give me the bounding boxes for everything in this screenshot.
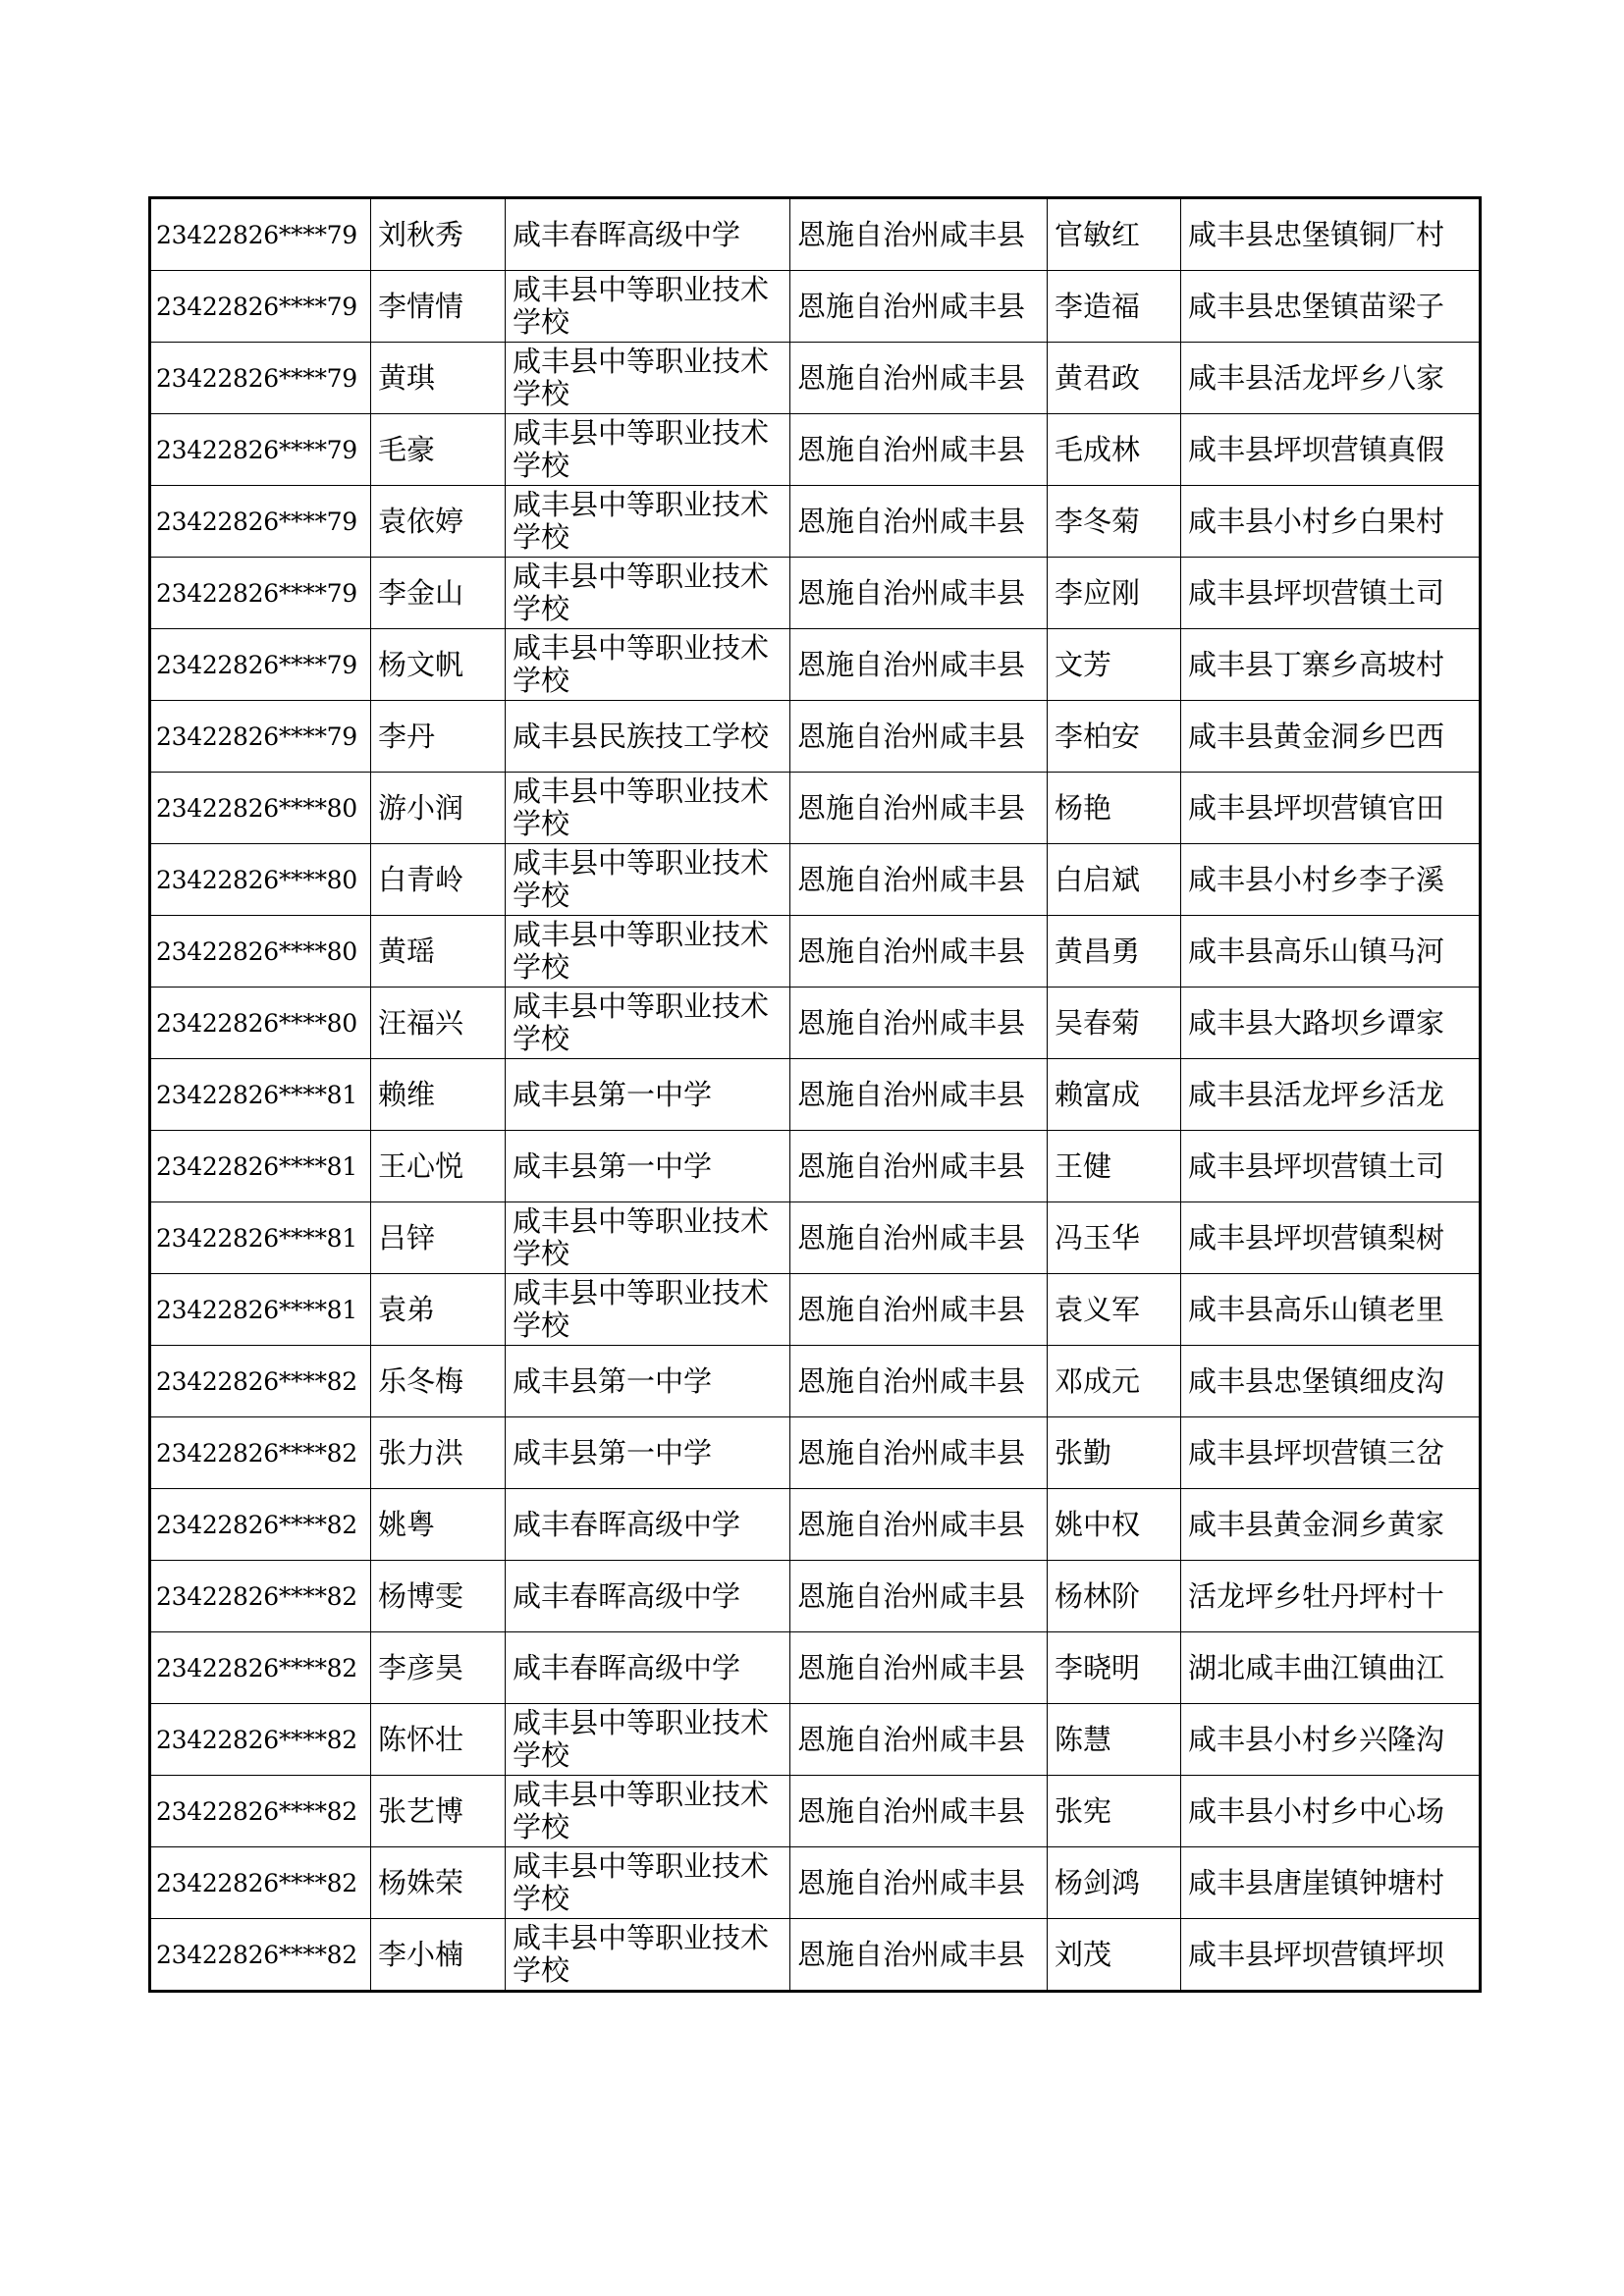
id-cell: 23422826****82 (150, 1632, 371, 1704)
table-row (150, 988, 1481, 1059)
school-cell: 咸丰县中等职业技术学校 (506, 1202, 790, 1274)
address-cell: 咸丰县高乐山镇老里 (1181, 1274, 1481, 1346)
school-cell: 咸丰县中等职业技术学校 (506, 486, 790, 558)
school-cell: 咸丰县中等职业技术学校 (506, 1274, 790, 1346)
id-cell: 23422826****79 (150, 343, 371, 414)
id-cell: 23422826****80 (150, 773, 371, 844)
guardian-name-cell: 李柏安 (1048, 701, 1181, 773)
id-cell: 23422826****80 (150, 916, 371, 988)
student-name-cell: 杨文帆 (371, 629, 506, 701)
school-cell: 咸丰县中等职业技术学校 (506, 773, 790, 844)
school-cell: 咸丰县中等职业技术学校 (506, 414, 790, 486)
address-cell: 活龙坪乡牡丹坪村十 (1181, 1561, 1481, 1632)
region-cell: 恩施自治州咸丰县 (790, 916, 1048, 988)
student-name-cell: 袁依婷 (371, 486, 506, 558)
student-name-cell: 汪福兴 (371, 988, 506, 1059)
student-name-cell: 王心悦 (371, 1131, 506, 1202)
guardian-name-cell: 袁义军 (1048, 1274, 1181, 1346)
id-cell: 23422826****80 (150, 988, 371, 1059)
guardian-name-cell: 邓成元 (1048, 1346, 1181, 1417)
student-aid-table (148, 196, 1482, 1993)
table-row (150, 701, 1481, 773)
student-name-cell: 刘秋秀 (371, 198, 506, 271)
school-cell: 咸丰县中等职业技术学校 (506, 343, 790, 414)
guardian-name-cell: 杨林阶 (1048, 1561, 1181, 1632)
school-cell: 咸丰县第一中学 (506, 1417, 790, 1489)
table-row (150, 1131, 1481, 1202)
region-cell: 恩施自治州咸丰县 (790, 629, 1048, 701)
address-cell: 湖北咸丰曲江镇曲江 (1181, 1632, 1481, 1704)
region-cell: 恩施自治州咸丰县 (790, 988, 1048, 1059)
table-row (150, 1776, 1481, 1847)
id-cell: 23422826****81 (150, 1131, 371, 1202)
id-cell: 23422826****82 (150, 1847, 371, 1919)
region-cell: 恩施自治州咸丰县 (790, 414, 1048, 486)
school-cell: 咸丰县中等职业技术学校 (506, 844, 790, 916)
region-cell: 恩施自治州咸丰县 (790, 1919, 1048, 1992)
address-cell: 咸丰县坪坝营镇梨树 (1181, 1202, 1481, 1274)
student-name-cell: 白青岭 (371, 844, 506, 916)
address-cell: 咸丰县坪坝营镇官田 (1181, 773, 1481, 844)
table-row (150, 916, 1481, 988)
table-row (150, 1847, 1481, 1919)
address-cell: 咸丰县忠堡镇细皮沟 (1181, 1346, 1481, 1417)
student-name-cell: 李金山 (371, 558, 506, 629)
student-name-cell: 赖维 (371, 1059, 506, 1131)
id-cell: 23422826****82 (150, 1919, 371, 1992)
region-cell: 恩施自治州咸丰县 (790, 1632, 1048, 1704)
table-row (150, 1919, 1481, 1992)
guardian-name-cell: 白启斌 (1048, 844, 1181, 916)
table-row (150, 844, 1481, 916)
school-cell: 咸丰春晖高级中学 (506, 1632, 790, 1704)
id-cell: 23422826****82 (150, 1776, 371, 1847)
guardian-name-cell: 李晓明 (1048, 1632, 1181, 1704)
guardian-name-cell: 杨艳 (1048, 773, 1181, 844)
id-cell: 23422826****82 (150, 1417, 371, 1489)
address-cell: 咸丰县活龙坪乡活龙 (1181, 1059, 1481, 1131)
guardian-name-cell: 刘茂 (1048, 1919, 1181, 1992)
student-name-cell: 乐冬梅 (371, 1346, 506, 1417)
student-name-cell: 袁弟 (371, 1274, 506, 1346)
table-row (150, 486, 1481, 558)
school-cell: 咸丰春晖高级中学 (506, 198, 790, 271)
address-cell: 咸丰县小村乡中心场 (1181, 1776, 1481, 1847)
table-row (150, 1346, 1481, 1417)
table-row (150, 198, 1481, 271)
guardian-name-cell: 黄昌勇 (1048, 916, 1181, 988)
id-cell: 23422826****80 (150, 844, 371, 916)
region-cell: 恩施自治州咸丰县 (790, 844, 1048, 916)
table-row (150, 271, 1481, 343)
guardian-name-cell: 王健 (1048, 1131, 1181, 1202)
student-name-cell: 杨博雯 (371, 1561, 506, 1632)
address-cell: 咸丰县坪坝营镇土司 (1181, 558, 1481, 629)
id-cell: 23422826****79 (150, 558, 371, 629)
guardian-name-cell: 张勤 (1048, 1417, 1181, 1489)
id-cell: 23422826****79 (150, 629, 371, 701)
guardian-name-cell: 李造福 (1048, 271, 1181, 343)
id-cell: 23422826****82 (150, 1346, 371, 1417)
table-row (150, 1632, 1481, 1704)
student-name-cell: 李丹 (371, 701, 506, 773)
guardian-name-cell: 冯玉华 (1048, 1202, 1181, 1274)
region-cell: 恩施自治州咸丰县 (790, 1561, 1048, 1632)
guardian-name-cell: 文芳 (1048, 629, 1181, 701)
school-cell: 咸丰县中等职业技术学校 (506, 558, 790, 629)
id-cell: 23422826****82 (150, 1704, 371, 1776)
guardian-name-cell: 毛成林 (1048, 414, 1181, 486)
student-name-cell: 吕锌 (371, 1202, 506, 1274)
guardian-name-cell: 张宪 (1048, 1776, 1181, 1847)
guardian-name-cell: 杨剑鸿 (1048, 1847, 1181, 1919)
school-cell: 咸丰县民族技工学校 (506, 701, 790, 773)
region-cell: 恩施自治州咸丰县 (790, 1274, 1048, 1346)
region-cell: 恩施自治州咸丰县 (790, 1131, 1048, 1202)
region-cell: 恩施自治州咸丰县 (790, 343, 1048, 414)
table-row (150, 1274, 1481, 1346)
address-cell: 咸丰县高乐山镇马河 (1181, 916, 1481, 988)
guardian-name-cell: 黄君政 (1048, 343, 1181, 414)
address-cell: 咸丰县小村乡李子溪 (1181, 844, 1481, 916)
id-cell: 23422826****82 (150, 1561, 371, 1632)
table-row (150, 1489, 1481, 1561)
region-cell: 恩施自治州咸丰县 (790, 773, 1048, 844)
table-body (150, 198, 1481, 1992)
region-cell: 恩施自治州咸丰县 (790, 1202, 1048, 1274)
table-row (150, 1561, 1481, 1632)
address-cell: 咸丰县小村乡兴隆沟 (1181, 1704, 1481, 1776)
id-cell: 23422826****79 (150, 198, 371, 271)
region-cell: 恩施自治州咸丰县 (790, 1346, 1048, 1417)
table-row (150, 1704, 1481, 1776)
table-row (150, 1059, 1481, 1131)
table-row (150, 558, 1481, 629)
region-cell: 恩施自治州咸丰县 (790, 1489, 1048, 1561)
region-cell: 恩施自治州咸丰县 (790, 1059, 1048, 1131)
school-cell: 咸丰县第一中学 (506, 1131, 790, 1202)
school-cell: 咸丰春晖高级中学 (506, 1489, 790, 1561)
school-cell: 咸丰县中等职业技术学校 (506, 271, 790, 343)
guardian-name-cell: 姚中权 (1048, 1489, 1181, 1561)
table-row (150, 414, 1481, 486)
address-cell: 咸丰县坪坝营镇土司 (1181, 1131, 1481, 1202)
table-row (150, 1417, 1481, 1489)
region-cell: 恩施自治州咸丰县 (790, 1417, 1048, 1489)
guardian-name-cell: 李冬菊 (1048, 486, 1181, 558)
guardian-name-cell: 赖富成 (1048, 1059, 1181, 1131)
school-cell: 咸丰县中等职业技术学校 (506, 1847, 790, 1919)
student-name-cell: 张艺博 (371, 1776, 506, 1847)
table-row (150, 1202, 1481, 1274)
student-name-cell: 李小楠 (371, 1919, 506, 1992)
school-cell: 咸丰县中等职业技术学校 (506, 1919, 790, 1992)
guardian-name-cell: 李应刚 (1048, 558, 1181, 629)
guardian-name-cell: 官敏红 (1048, 198, 1181, 271)
id-cell: 23422826****81 (150, 1274, 371, 1346)
address-cell: 咸丰县坪坝营镇三岔 (1181, 1417, 1481, 1489)
guardian-name-cell: 吴春菊 (1048, 988, 1181, 1059)
student-name-cell: 张力洪 (371, 1417, 506, 1489)
school-cell: 咸丰县第一中学 (506, 1059, 790, 1131)
region-cell: 恩施自治州咸丰县 (790, 1776, 1048, 1847)
region-cell: 恩施自治州咸丰县 (790, 1704, 1048, 1776)
region-cell: 恩施自治州咸丰县 (790, 558, 1048, 629)
address-cell: 咸丰县小村乡白果村 (1181, 486, 1481, 558)
region-cell: 恩施自治州咸丰县 (790, 1847, 1048, 1919)
school-cell: 咸丰县第一中学 (506, 1346, 790, 1417)
student-name-cell: 毛豪 (371, 414, 506, 486)
id-cell: 23422826****81 (150, 1202, 371, 1274)
school-cell: 咸丰县中等职业技术学校 (506, 988, 790, 1059)
region-cell: 恩施自治州咸丰县 (790, 271, 1048, 343)
id-cell: 23422826****79 (150, 701, 371, 773)
student-name-cell: 陈怀壮 (371, 1704, 506, 1776)
address-cell: 咸丰县丁寨乡高坡村 (1181, 629, 1481, 701)
school-cell: 咸丰县中等职业技术学校 (506, 916, 790, 988)
student-name-cell: 游小润 (371, 773, 506, 844)
school-cell: 咸丰县中等职业技术学校 (506, 1776, 790, 1847)
id-cell: 23422826****79 (150, 414, 371, 486)
address-cell: 咸丰县黄金洞乡巴西 (1181, 701, 1481, 773)
student-name-cell: 李情情 (371, 271, 506, 343)
student-name-cell: 杨姝荣 (371, 1847, 506, 1919)
table-row (150, 343, 1481, 414)
address-cell: 咸丰县活龙坪乡八家 (1181, 343, 1481, 414)
student-name-cell: 李彦昊 (371, 1632, 506, 1704)
school-cell: 咸丰春晖高级中学 (506, 1561, 790, 1632)
table-row (150, 773, 1481, 844)
id-cell: 23422826****82 (150, 1489, 371, 1561)
address-cell: 咸丰县大路坝乡谭家 (1181, 988, 1481, 1059)
region-cell: 恩施自治州咸丰县 (790, 701, 1048, 773)
table-row (150, 629, 1481, 701)
guardian-name-cell: 陈慧 (1048, 1704, 1181, 1776)
student-name-cell: 姚粤 (371, 1489, 506, 1561)
id-cell: 23422826****79 (150, 271, 371, 343)
id-cell: 23422826****81 (150, 1059, 371, 1131)
school-cell: 咸丰县中等职业技术学校 (506, 629, 790, 701)
address-cell: 咸丰县黄金洞乡黄家 (1181, 1489, 1481, 1561)
address-cell: 咸丰县坪坝营镇真假 (1181, 414, 1481, 486)
address-cell: 咸丰县唐崖镇钟塘村 (1181, 1847, 1481, 1919)
student-name-cell: 黄琪 (371, 343, 506, 414)
student-name-cell: 黄瑶 (371, 916, 506, 988)
address-cell: 咸丰县坪坝营镇坪坝 (1181, 1919, 1481, 1992)
id-cell: 23422826****79 (150, 486, 371, 558)
address-cell: 咸丰县忠堡镇铜厂村 (1181, 198, 1481, 271)
region-cell: 恩施自治州咸丰县 (790, 486, 1048, 558)
address-cell: 咸丰县忠堡镇苗梁子 (1181, 271, 1481, 343)
region-cell: 恩施自治州咸丰县 (790, 198, 1048, 271)
school-cell: 咸丰县中等职业技术学校 (506, 1704, 790, 1776)
